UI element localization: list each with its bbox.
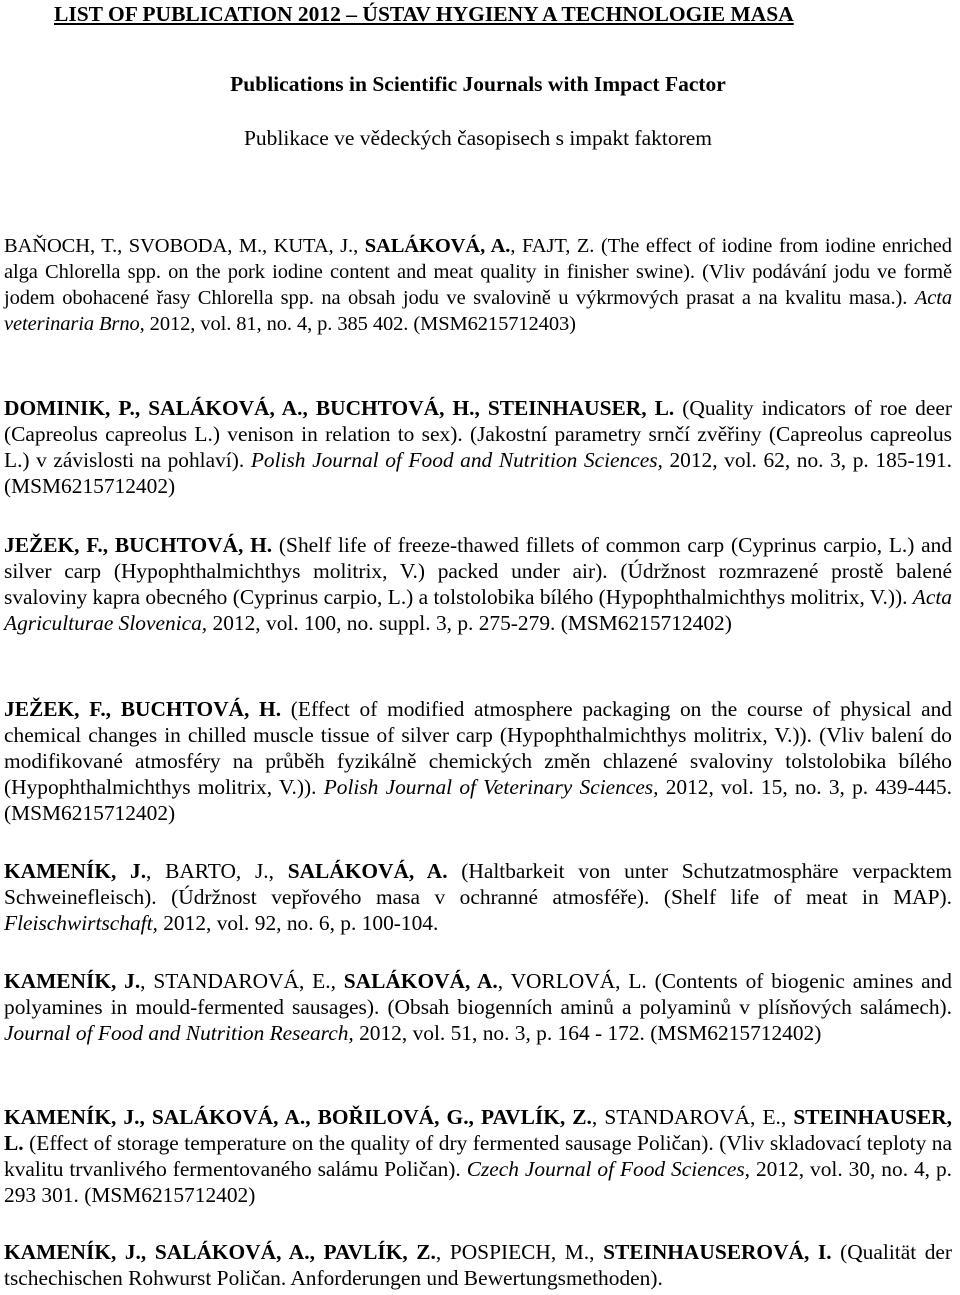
journal-name: Acta veterinaria Brno, bbox=[4, 287, 952, 335]
author-separator: , bbox=[140, 969, 154, 993]
author-name: STEINHAUSER, L. bbox=[4, 1105, 953, 1155]
journal-name: Fleischwirtschaft, bbox=[4, 911, 158, 935]
author-separator: , bbox=[268, 859, 288, 883]
publication-entry bbox=[4, 968, 952, 1046]
author-separator: , bbox=[474, 396, 488, 420]
journal-name: Polish Journal of Veterinary Sciences, bbox=[323, 775, 659, 799]
publication-description: (Effect of modified atmosphere packaging on the course of physical and chemical changes in chilled muscle tissue of silver carp (Hypophthalmichthys molitrix, V.)). (Vliv balení do modifikované atmosféry na průběh fyzikálně chemických změn chlazené svaloviny tolstolobika bílého (Hypophthalmichthys molitrix, V.)). bbox=[4, 697, 952, 799]
author-name: BUCHTOVÁ, H. bbox=[315, 396, 475, 420]
author-separator: , bbox=[330, 969, 344, 993]
journal-name: Journal of Food and Nutrition Research, bbox=[4, 1021, 354, 1045]
author-name: DOMINIK, P. bbox=[4, 396, 135, 420]
author-name: SALÁKOVÁ, A. bbox=[287, 859, 448, 883]
publication-description: (Qualität der tschechischen Rohwurst Poličan. Anforderungen und Bewertungsmethoden). bbox=[4, 1240, 953, 1290]
author-name: BARTO, J. bbox=[165, 859, 269, 883]
author-separator: , bbox=[591, 1105, 605, 1129]
author-separator: , bbox=[140, 1240, 155, 1264]
author-name: BOŘILOVÁ, G. bbox=[317, 1105, 469, 1129]
publication-description: (Quality indicators of roe deer (Capreolus capreolus L.) venison in relation to sex). (Jakostní parametry srnčí zvěřiny (Capreolus capreolus L.) v závislosti na pohlaví). bbox=[4, 396, 952, 472]
author-separator: , bbox=[589, 1240, 604, 1264]
section-subheading: Publikace ve vědeckých časopisech s impakt faktorem bbox=[243, 126, 713, 150]
author-name: BUCHTOVÁ, H. bbox=[114, 533, 273, 557]
publication-entry bbox=[4, 1104, 952, 1208]
author-separator: , bbox=[497, 969, 511, 993]
author-name: JEŽEK, F. bbox=[4, 697, 106, 721]
author-separator: , bbox=[261, 235, 274, 257]
author-name: SVOBODA, M. bbox=[128, 235, 262, 257]
author-name: KAMENÍK, J. bbox=[4, 859, 147, 883]
document-title: LIST OF PUBLICATION 2012 – ÚSTAV HYGIENY A TECHNOLOGIE MASA bbox=[54, 2, 794, 26]
citation-details: 2012, vol. 100, no. suppl. 3, p. 275-279. (MSM6215712402) bbox=[207, 611, 732, 635]
author-name: SALÁKOVÁ, A. bbox=[151, 1105, 306, 1129]
author-separator: , bbox=[302, 396, 316, 420]
author-name: KAMENÍK, J. bbox=[4, 1240, 141, 1264]
author-name: SALÁKOVÁ, A. bbox=[364, 235, 511, 257]
author-separator: , bbox=[105, 697, 121, 721]
publication-description: (Contents of biogenic amines and polyamines in mould-fermented sausages). (Obsah biogenních aminů a polyaminů v plísňových salámech). bbox=[4, 969, 952, 1019]
publication-entry bbox=[4, 696, 952, 826]
author-name: BUCHTOVÁ, H. bbox=[120, 697, 282, 721]
author-name: STEINHAUSER, L. bbox=[487, 396, 675, 420]
author-separator: , bbox=[353, 235, 365, 257]
author-separator: , bbox=[134, 396, 149, 420]
journal-name: Polish Journal of Food and Nutrition Sciences, bbox=[250, 448, 663, 472]
author-name: BAŇOCH, T. bbox=[4, 235, 118, 257]
citation-details: 2012, vol. 62, no. 3, p. 185-191. (MSM6215712402) bbox=[4, 448, 953, 498]
publication-description: (Shelf life of freeze-thawed fillets of common carp (Cyprinus carpio, L.) and silver carp (Hypophthalmichthys molitrix, V.) packed under air). (Údržnost rozmrazené prostě balené svaloviny kapra obecného (Cyprinus carpio, L.) a tolstolobika bílého (Hypophthalmichthys molitrix, V.)). bbox=[4, 533, 953, 609]
publication-entry bbox=[4, 532, 952, 636]
citation-details: 2012, vol. 30, no. 4, p. 293 301. (MSM6215712402) bbox=[4, 1157, 953, 1207]
publication-entry bbox=[4, 233, 952, 337]
author-separator: , bbox=[510, 235, 522, 257]
author-name: STANDAROVÁ, E. bbox=[604, 1105, 781, 1129]
author-separator: , bbox=[780, 1105, 794, 1129]
author-name: KAMENÍK, J. bbox=[4, 1105, 140, 1129]
author-name: PAVLÍK, Z. bbox=[323, 1240, 436, 1264]
author-name: SALÁKOVÁ, A. bbox=[154, 1240, 310, 1264]
author-name: VORLOVÁ, L. bbox=[510, 969, 647, 993]
author-separator: , bbox=[468, 1105, 481, 1129]
author-name: SALÁKOVÁ, A. bbox=[148, 396, 303, 420]
citation-details: 2012, vol. 15, no. 3, p. 439-445. (MSM6215712402) bbox=[4, 775, 952, 825]
publication-description: (Effect of storage temperature on the quality of dry fermented sausage Poličan). (Vliv skladovací teploty na kvalitu trvanlivého fermentovaného salámu Poličan). bbox=[4, 1131, 952, 1181]
author-name: KAMENÍK, J. bbox=[4, 969, 141, 993]
author-name: JEŽEK, F. bbox=[4, 533, 103, 557]
journal-name: Czech Journal of Food Sciences, bbox=[466, 1157, 751, 1181]
publication-entry bbox=[4, 858, 952, 936]
publication-description: (Haltbarkeit von unter Schutzatmosphäre verpacktem Schweinefleisch). (Údržnost vepřového masa v ochranné atmosféře). (Shelf life of meat in MAP). bbox=[4, 859, 952, 909]
journal-name: Acta Agriculturae Slovenica, bbox=[4, 585, 952, 635]
author-separator: , bbox=[309, 1240, 324, 1264]
citation-details: 2012, vol. 92, no. 6, p. 100-104. bbox=[157, 911, 439, 935]
author-separator: , bbox=[146, 859, 166, 883]
author-separator: , bbox=[305, 1105, 318, 1129]
author-name: POSPIECH, M. bbox=[449, 1240, 590, 1264]
author-separator: , bbox=[435, 1240, 450, 1264]
citation-details: 2012, vol. 81, no. 4, p. 385 402. (MSM6215712403) bbox=[144, 313, 576, 335]
author-name: STEINHAUSEROVÁ, I. bbox=[603, 1240, 832, 1264]
section-heading: Publications in Scientific Journals with Impact Factor bbox=[230, 72, 726, 96]
author-name: KUTA, J. bbox=[273, 235, 354, 257]
publication-entry bbox=[4, 1239, 952, 1291]
author-name: SALÁKOVÁ, A. bbox=[343, 969, 498, 993]
author-separator: , bbox=[139, 1105, 152, 1129]
publication-description: (The effect of iodine from iodine enriched alga Chlorella spp. on the pork iodine content and meat quality in finisher swine). (Vliv podávání jodu ve formě jodem obohacené řasy Chlorella spp. na obsah jodu ve svalovině u výkrmových prasat a na kvalitu masa.). bbox=[4, 235, 952, 309]
author-name: PAVLÍK, Z. bbox=[481, 1105, 592, 1129]
citation-details: 2012, vol. 51, no. 3, p. 164 - 172. (MSM6215712402) bbox=[353, 1021, 822, 1045]
author-separator: , bbox=[117, 235, 129, 257]
author-name: FAJT, Z. bbox=[521, 235, 595, 257]
publication-entry bbox=[4, 395, 952, 499]
author-name: STANDAROVÁ, E. bbox=[153, 969, 331, 993]
author-separator: , bbox=[102, 533, 115, 557]
